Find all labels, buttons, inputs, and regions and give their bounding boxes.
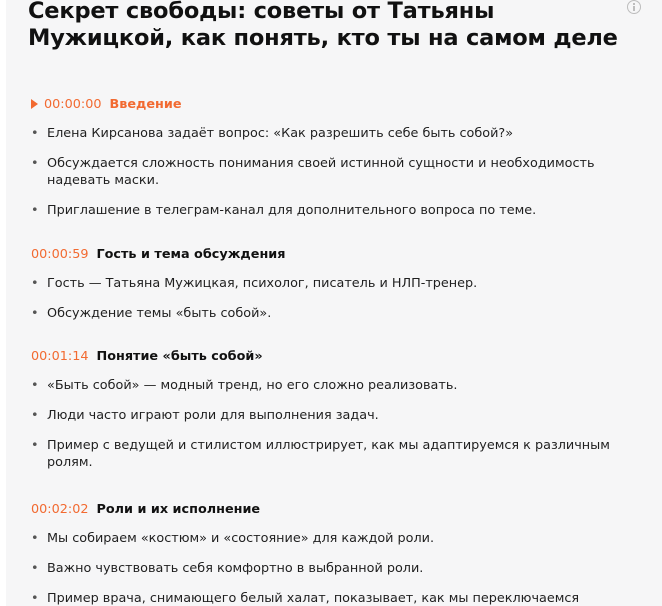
section-guest-topic xyxy=(31,245,641,322)
section-points xyxy=(31,377,641,471)
list-item: • Обсуждение темы «быть собой». xyxy=(31,305,641,322)
timestamp-link[interactable]: 00:00:00 xyxy=(44,97,102,112)
section-roles xyxy=(31,500,641,606)
list-item: • Люди часто играют роли для выполнения задач. xyxy=(31,407,641,424)
list-item: • Гость — Татьяна Мужицкая, психолог, писатель и НЛП-тренер. xyxy=(31,275,641,292)
article-title: Секрет свободы: советы от Татьяны Мужицкой, как понять, кто ты на самом деле xyxy=(28,0,618,51)
section-header[interactable] xyxy=(31,347,641,367)
section-points xyxy=(31,125,641,219)
list-item: • Мы собираем «костюм» и «состояние» для каждой роли. xyxy=(31,530,641,547)
section-points xyxy=(31,275,641,322)
section-intro xyxy=(31,95,641,219)
list-item: • «Быть собой» — модный тренд, но его сложно реализовать. xyxy=(31,377,641,394)
timestamp-link[interactable]: 00:00:59 xyxy=(31,247,89,262)
section-be-yourself xyxy=(31,347,641,471)
section-title: Роли и их исполнение xyxy=(96,502,261,517)
play-triangle-icon xyxy=(31,99,38,109)
list-item: • Приглашение в телеграм-канал для дополнительного вопроса по теме. xyxy=(31,202,641,219)
section-title: Гость и тема обсуждения xyxy=(96,247,286,262)
timestamp-link[interactable]: 00:01:14 xyxy=(31,349,89,364)
info-icon[interactable] xyxy=(627,0,641,14)
list-item: • Пример врача, снимающего белый халат, показывает, как мы переключаемся xyxy=(31,590,641,606)
section-points xyxy=(31,530,641,606)
list-item: • Обсуждается сложность понимания своей истинной сущности и необходимость надевать маски. xyxy=(31,155,641,189)
section-header[interactable] xyxy=(31,245,641,265)
section-header[interactable] xyxy=(31,500,641,520)
timestamp-link[interactable]: 00:02:02 xyxy=(31,502,89,517)
section-header[interactable] xyxy=(31,95,641,115)
section-title: Понятие «быть собой» xyxy=(96,349,263,364)
list-item: • Важно чувствовать себя комфортно в выбранной роли. xyxy=(31,560,641,577)
list-item: • Пример с ведущей и стилистом иллюстрирует, как мы адаптируемся к различным ролям. xyxy=(31,437,641,471)
list-item: • Елена Кирсанова задаёт вопрос: «Как разрешить себе быть собой?» xyxy=(31,125,641,142)
section-title: Введение xyxy=(109,97,182,112)
